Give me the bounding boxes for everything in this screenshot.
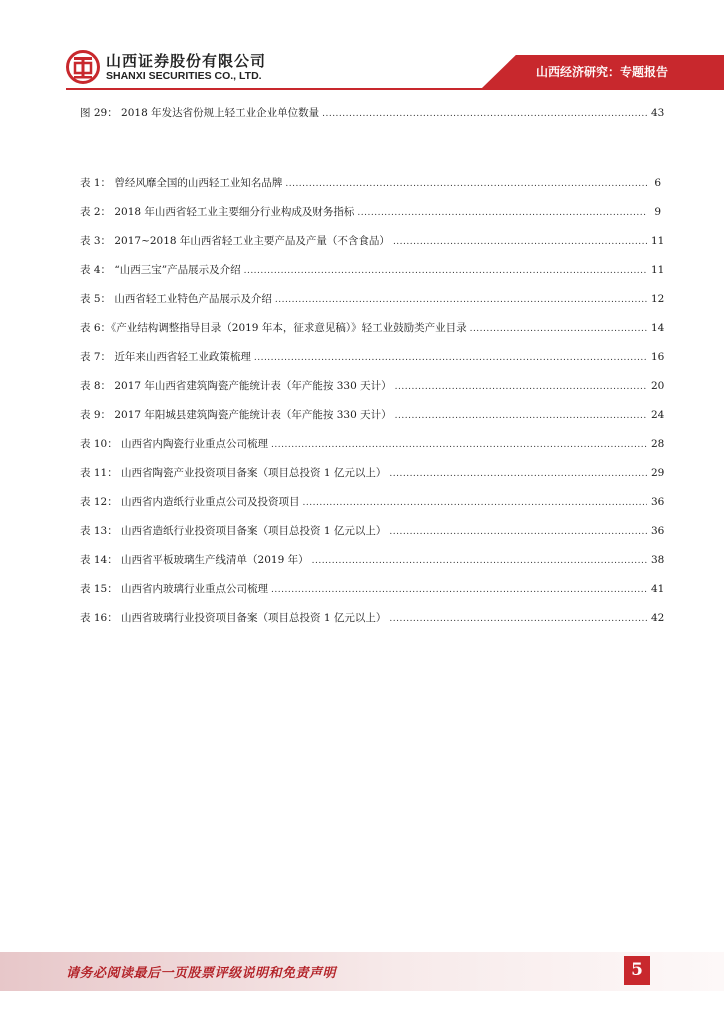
- toc-entry[interactable]: [80, 551, 665, 569]
- toc-entry-page: 12: [651, 293, 665, 305]
- toc-entry[interactable]: [80, 435, 665, 453]
- toc-entry-page: 42: [651, 612, 665, 624]
- toc-entry-label: 表 6：《产业结构调整指导目录（2019 年本，征求意见稿）》轻工业鼓励类产业目录: [80, 322, 467, 334]
- toc-entry-page: 9: [654, 206, 661, 218]
- toc-leader-dots: [312, 552, 647, 570]
- toc-entry-label: 表 1： 曾经风靡全国的山西轻工业知名品牌: [80, 177, 283, 189]
- toc-leader-dots: [303, 494, 647, 512]
- toc-entry-label: 表 7： 近年来山西省轻工业政策梳理: [80, 351, 251, 363]
- toc-leader-dots: [395, 407, 647, 425]
- toc-entry-label: 表 10： 山西省内陶瓷行业重点公司梳理: [80, 438, 269, 450]
- toc-entry[interactable]: [80, 464, 665, 482]
- toc-entry-page: 43: [651, 107, 665, 119]
- toc-leader-dots: [393, 233, 647, 251]
- toc-leader-dots: [470, 320, 647, 338]
- toc-leader-dots: [389, 465, 647, 483]
- toc-entry-page: 11: [651, 264, 665, 276]
- toc-entry-label: 表 16： 山西省玻璃行业投资项目备案（项目总投资 1 亿元以上）: [80, 612, 387, 624]
- toc-entry[interactable]: [80, 377, 665, 395]
- toc-entry[interactable]: [80, 609, 665, 627]
- toc-entry-label: 表 3： 2017~2018 年山西省轻工业主要产品及产量（不含食品）: [80, 235, 390, 247]
- toc-entry[interactable]: [80, 290, 665, 308]
- toc-entry[interactable]: [80, 319, 665, 337]
- toc-entry-label: 表 2： 2018 年山西省轻工业主要细分行业构成及财务指标: [80, 206, 355, 218]
- toc-leader-dots: [389, 523, 647, 541]
- toc-entry-page: 36: [651, 496, 665, 508]
- toc-entry-page: 11: [651, 235, 665, 247]
- toc-entry-label: 表 5： 山西省轻工业特色产品展示及介绍: [80, 293, 272, 305]
- brand-name-chinese: 山西证券股份有限公司: [106, 52, 267, 70]
- brand-name-english: SHANXI SECURITIES CO., LTD.: [106, 70, 262, 82]
- toc-leader-dots: [322, 105, 647, 123]
- toc-entry-page: 36: [651, 525, 665, 537]
- toc-entry-label: 表 8： 2017 年山西省建筑陶瓷产能统计表（年产能按 330 天计）: [80, 380, 392, 392]
- toc-entry-page: 14: [651, 322, 665, 334]
- toc-entry[interactable]: [80, 261, 665, 279]
- toc-entry-page: 29: [651, 467, 665, 479]
- toc-leader-dots: [271, 436, 647, 454]
- toc-entry[interactable]: [80, 203, 661, 221]
- disclaimer-text: 请务必阅读最后一页股票评级说明和免责声明: [66, 966, 337, 981]
- toc-entry-page: 41: [651, 583, 665, 595]
- toc-entry-page: 38: [651, 554, 665, 566]
- toc-entry[interactable]: [80, 522, 665, 540]
- toc-leader-dots: [395, 378, 647, 396]
- toc-entry-page: 28: [651, 438, 665, 450]
- toc-entry-label: 表 4： “山西三宝”产品展示及介绍: [80, 264, 241, 276]
- toc-leader-dots: [254, 349, 647, 367]
- toc-leader-dots: [389, 610, 647, 628]
- toc-entry-page: 20: [651, 380, 665, 392]
- toc-leader-dots: [271, 581, 647, 599]
- toc-entry[interactable]: [80, 348, 665, 366]
- shanxi-securities-logo-icon: [66, 50, 100, 84]
- report-tag-text: 山西经济研究：专题报告: [535, 65, 668, 79]
- toc-entry-label: 表 13： 山西省造纸行业投资项目备案（项目总投资 1 亿元以上）: [80, 525, 387, 537]
- page-number: 5: [624, 956, 650, 985]
- toc-leader-dots: [285, 175, 647, 193]
- toc-entry-label: 表 9： 2017 年阳城县建筑陶瓷产能统计表（年产能按 330 天计）: [80, 409, 392, 421]
- toc-entry-label: 图 29： 2018 年发达省份规上轻工业企业单位数量: [80, 107, 320, 119]
- page-header: [0, 0, 724, 96]
- toc-entry[interactable]: [80, 493, 665, 511]
- toc-leader-dots: [357, 204, 647, 222]
- toc-entry[interactable]: [80, 104, 665, 122]
- toc-entry-label: 表 11： 山西省陶瓷产业投资项目备案（项目总投资 1 亿元以上）: [80, 467, 387, 479]
- toc-entry-page: 24: [651, 409, 665, 421]
- toc-leader-dots: [244, 262, 647, 280]
- header-divider: [66, 88, 724, 90]
- toc-entry-page: 6: [654, 177, 661, 189]
- toc-entry[interactable]: [80, 406, 665, 424]
- toc-entry-label: 表 15： 山西省内玻璃行业重点公司梳理: [80, 583, 269, 595]
- toc-entry[interactable]: [80, 580, 665, 598]
- toc-entry-label: 表 14： 山西省平板玻璃生产线清单（2019 年）: [80, 554, 309, 566]
- toc-leader-dots: [275, 291, 647, 309]
- toc-entry-page: 16: [651, 351, 665, 363]
- toc-entry[interactable]: [80, 232, 665, 250]
- toc-entry[interactable]: [80, 174, 661, 192]
- toc-entry-label: 表 12： 山西省内造纸行业重点公司及投资项目: [80, 496, 300, 508]
